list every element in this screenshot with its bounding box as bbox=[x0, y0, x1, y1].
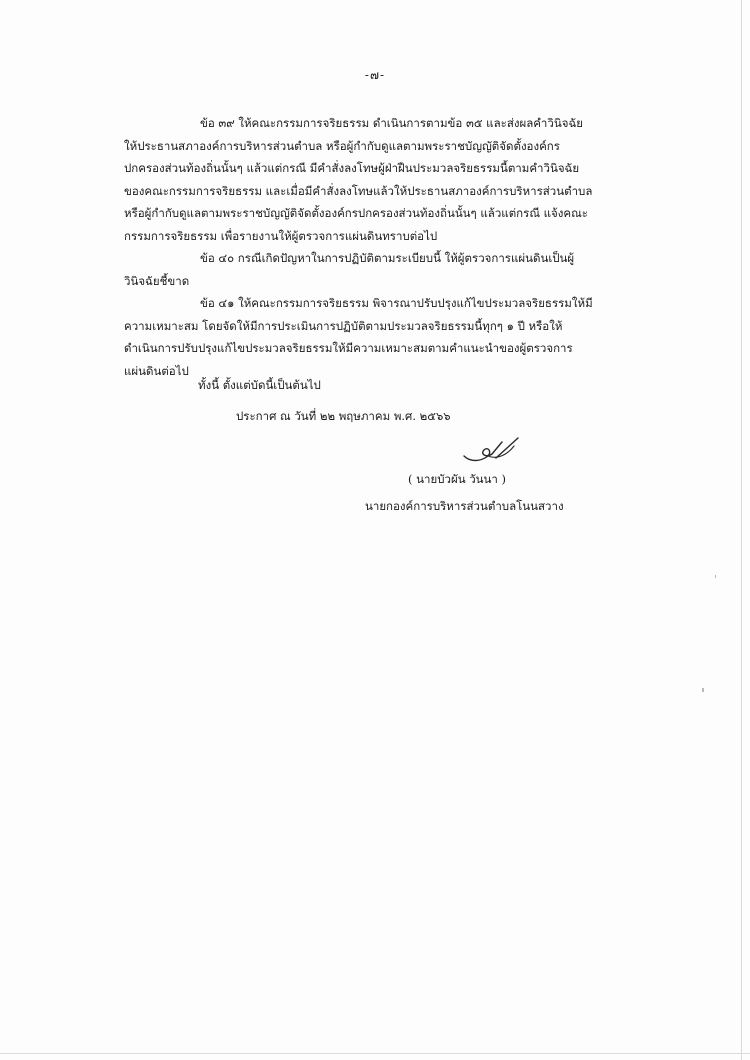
page-number: -๗- bbox=[364, 68, 386, 82]
announcement-date: ประกาศ ณ วันที่ ๒๒ พฤษภาคม พ.ศ. ๒๕๖๖ bbox=[236, 409, 451, 423]
paragraph-clause-40: ข้อ ๔๐ กรณีเกิดปัญหาในการปฏิบัติตามระเบียบนี้ ให้ผู้ตรวจการแผ่นดินเป็นผู้วินิจฉัยชี้ขาด bbox=[124, 251, 575, 288]
signer-name: ( นายบัวผัน วันนา ) bbox=[408, 472, 506, 486]
scan-speck bbox=[715, 575, 716, 578]
scan-edge-bottom bbox=[0, 1053, 750, 1054]
paragraph-clause-41: ข้อ ๔๑ ให้คณะกรรมการจริยธรรม พิจารณาปรับปรุงแก้ไขประมวลจริยธรรมให้มีความเหมาะสม โดยจัดให้มีการประเมินการปฏิบัติตามประมวลจริยธรรมนี้ทุกๆ ๑ ปี หรือให้ดำเนินการปรับปรุงแก้ไขประมวลจริยธรรมให้มีความเหมาะสมตามคำแนะนำของผู้ตรวจการแผ่นดินต่อไป bbox=[124, 296, 593, 378]
handwritten-signature bbox=[458, 432, 528, 472]
body-text bbox=[124, 112, 594, 382]
scan-speck bbox=[702, 688, 704, 692]
signer-title: นายกองค์การบริหารส่วนตำบลโนนสวาง bbox=[365, 499, 564, 513]
effective-statement: ทั้งนี้ ตั้งแต่บัดนี้เป็นต้นไป bbox=[198, 378, 321, 392]
scan-edge-right bbox=[741, 0, 742, 1060]
paragraph-clause-39: ข้อ ๓๙ ให้คณะกรรมการจริยธรรม ดำเนินการตามข้อ ๓๕ และส่งผลคำวินิจฉัยให้ประธานสภาองค์การบริหารส่วนตำบล หรือผู้กำกับดูแลตามพระราชบัญญัติจัดตั้งองค์กรปกครองส่วนท้องถิ่นนั้นๆ แล้วแต่กรณี มีคำสั่งลงโทษผู้ฝ่าฝืนประมวลจริยธรรมนี้ตามคำวินิจฉัยของคณะกรรมการจริยธรรม และเมื่อมีคำสั่งลงโทษแล้วให้ประธานสภาองค์การบริหารส่วนตำบล หรือผู้กำกับดูแลตามพระราชบัญญัติจัดตั้งองค์กรปกครองส่วนท้องถิ่นนั้นๆ แล้วแต่กรณี แจ้งคณะกรรมการจริยธรรม เพื่อรายงานให้ผู้ตรวจการแผ่นดินทราบต่อไป bbox=[124, 116, 593, 243]
